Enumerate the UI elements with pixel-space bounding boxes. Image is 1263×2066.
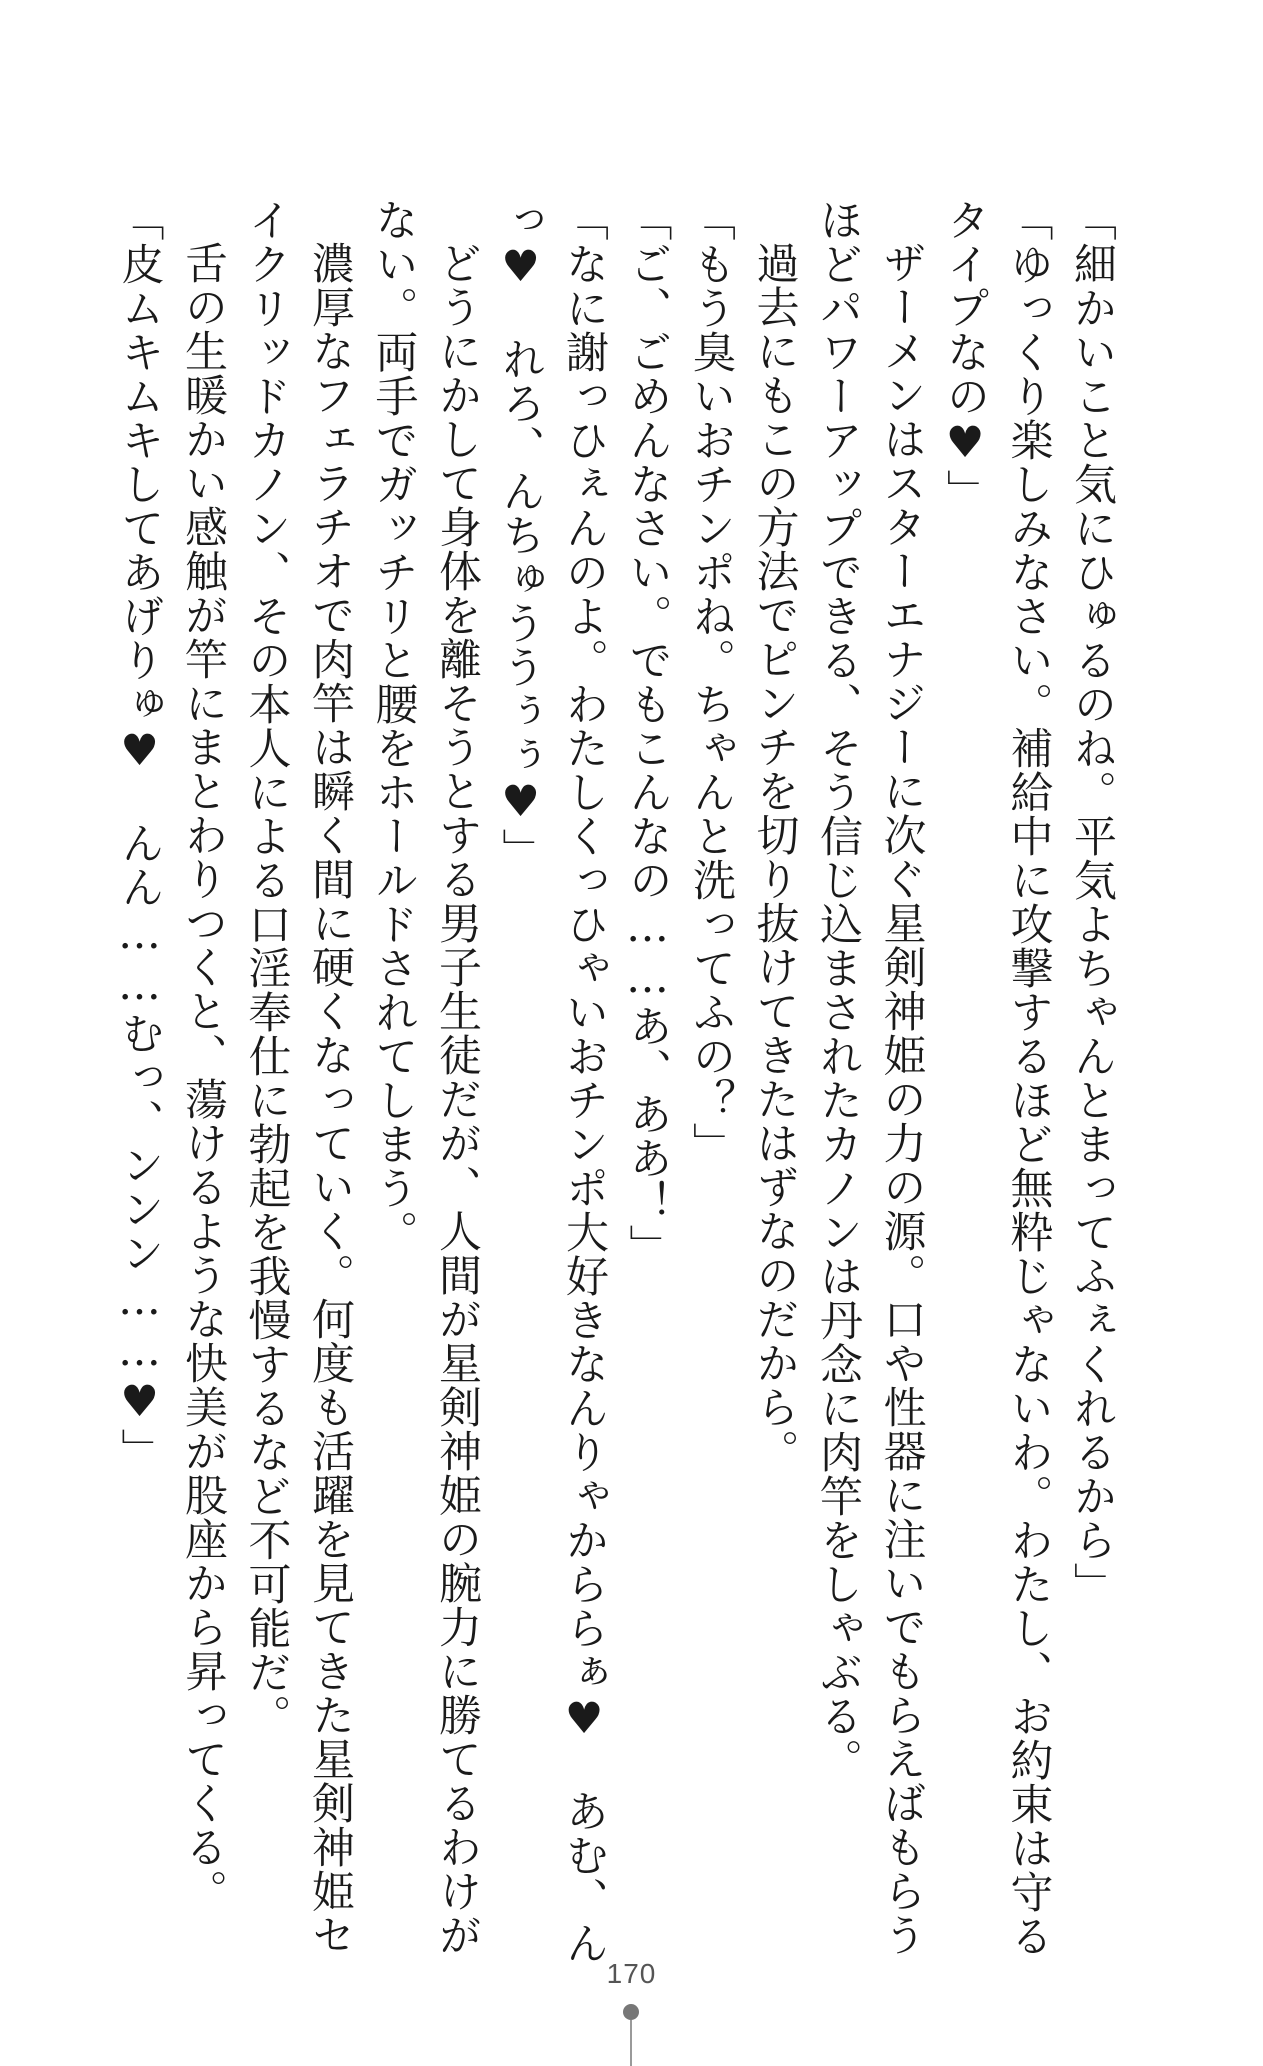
text-line: ほどパワーアップできる、そう信じ込まされたカノンは丹念に肉竿をしゃぶる。	[813, 198, 863, 1782]
page-marker-stem	[630, 2020, 632, 2066]
vertical-text-body	[114, 198, 1123, 1965]
text-line: 「もう臭いおチンポね。ちゃんと洗ってふの？」	[686, 198, 736, 1166]
page-marker-icon	[621, 2004, 641, 2066]
text-line: っ♥ れろ、んちゅううぅぅ♥」	[495, 198, 546, 872]
text-line: どうにかして身体を離そうとする男子生徒だが、人間が星剣神姫の腕力に勝てるわけが	[432, 241, 482, 1957]
text-line: 「ご、ごめんなさい。でもこんなの……あ、ああ！」	[622, 198, 673, 1268]
text-line: ザーメンはスターエナジーに次ぐ星剣神姫の力の源。口や性器に注いでもらえばもらう	[876, 241, 927, 1957]
text-line: タイプなの♥」	[940, 198, 990, 513]
page-marker-dot	[623, 2004, 639, 2020]
text-line: 過去にもこの方法でピンチを切り抜けてきたはずなのだから。	[749, 241, 800, 1473]
text-line: 濃厚なフェラチオで肉竿は瞬く間に硬くなっていく。何度も活躍を見てきた星剣神姫セ	[305, 241, 355, 1957]
text-line: 「ゆっくり楽しみなさい。補給中に攻撃するほど無粋じゃないわ。わたし、お約束は守る	[1003, 198, 1054, 1958]
text-line: 「皮ムキムキしてあげりゅ♥ んん……むっ、ンンン……♥」	[114, 198, 165, 1472]
text-line: ない。両手でガッチリと腰をホールドされてしまう。	[368, 198, 419, 1254]
page-number: 170	[606, 1958, 657, 1989]
text-line: 「細かいこと気にひゅるのね。平気よちゃんとまってふぇくれるから」	[1067, 198, 1117, 1606]
text-line: 舌の生暖かい感触が竿にまとわりつくと、蕩けるような快美が股座から昇ってくる。	[178, 241, 228, 1913]
text-line: イクリッドカノン、その本人による口淫奉仕に勃起を我慢するなど不可能だ。	[241, 198, 292, 1738]
text-line: 「なに謝っひぇんのよ。わたしくっひゃいおチンポ大好きなんりゃかららぁ♥ あむ、ん	[559, 198, 609, 1965]
